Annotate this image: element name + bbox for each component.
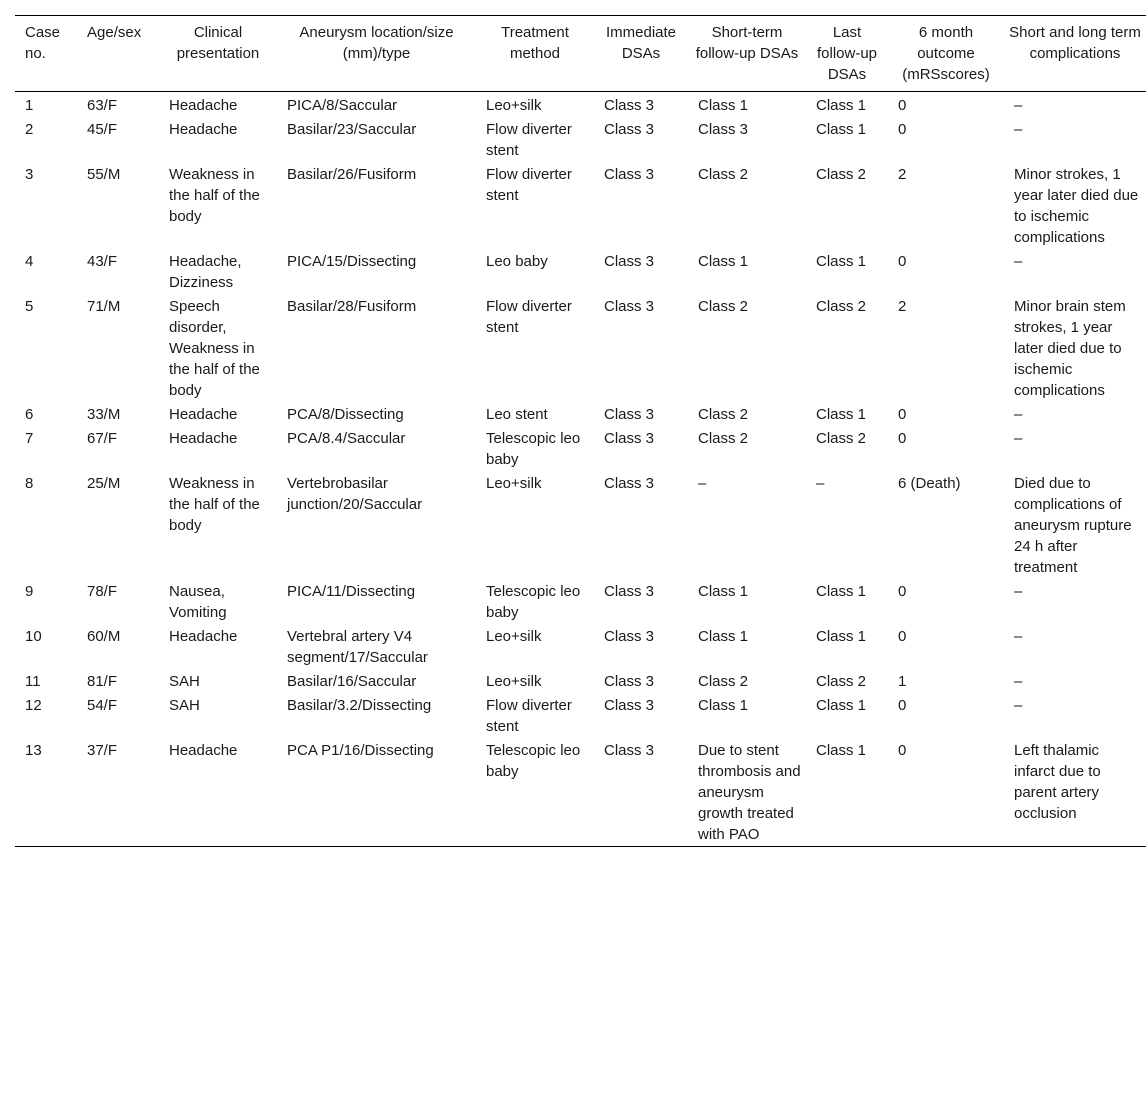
- cell-aneurysm-location: PICA/15/Dissecting: [287, 253, 417, 270]
- cell-6-month-outcome: 0: [898, 121, 907, 138]
- cell-treatment-method: Flow diverter stent: [486, 298, 572, 336]
- cell-short-term-dsas: Class 2: [698, 166, 749, 183]
- cell-immediate-dsas: Class 3: [604, 628, 655, 645]
- table-row: [15, 669, 1146, 693]
- cell-aneurysm-location: Vertebral artery V4 segment/17/Saccular: [287, 628, 428, 666]
- cell-complications: –: [1014, 697, 1023, 714]
- cell-last-followup-dsas: Class 1: [816, 121, 867, 138]
- cell-clinical-presentation: Nausea, Vomiting: [169, 583, 227, 621]
- cell-last-followup-dsas: Class 2: [816, 298, 867, 315]
- cell-6-month-outcome: 0: [898, 430, 907, 447]
- table-row: [15, 162, 1146, 249]
- table-row: [15, 693, 1146, 738]
- cell-complications: Died due to complications of aneurysm rupture 24 h after treatment: [1014, 475, 1132, 576]
- cell-6-month-outcome: 0: [898, 406, 907, 423]
- cell-complications: –: [1014, 430, 1023, 447]
- cell-clinical-presentation: Weakness in the half of the body: [169, 475, 260, 534]
- cell-immediate-dsas: Class 3: [604, 121, 655, 138]
- cell-aneurysm-location: PCA/8.4/Saccular: [287, 430, 406, 447]
- cell-immediate-dsas: Class 3: [604, 253, 655, 270]
- table-header-row: [15, 16, 1146, 92]
- cell-short-term-dsas: Class 1: [698, 583, 749, 600]
- cell-clinical-presentation: Headache, Dizziness: [169, 253, 242, 291]
- cell-case-no: 12: [25, 697, 42, 714]
- cell-6-month-outcome: 0: [898, 97, 907, 114]
- header-aneurysm-location: Aneurysm location/size (mm)/type: [299, 24, 454, 62]
- cell-treatment-method: Flow diverter stent: [486, 166, 572, 204]
- cell-short-term-dsas: Class 1: [698, 628, 749, 645]
- cell-last-followup-dsas: Class 2: [816, 430, 867, 447]
- cell-age-sex: 67/F: [87, 430, 118, 447]
- cell-short-term-dsas: Class 1: [698, 97, 749, 114]
- cell-6-month-outcome: 2: [898, 166, 907, 183]
- header-immediate-dsas: Immediate DSAs: [605, 24, 677, 62]
- cell-clinical-presentation: Headache: [169, 430, 238, 447]
- table-row: [15, 294, 1146, 402]
- cell-short-term-dsas: –: [698, 475, 707, 492]
- cell-last-followup-dsas: Class 1: [816, 742, 867, 759]
- header-clinical-presentation: Clinical presentation: [176, 24, 260, 62]
- cell-treatment-method: Leo baby: [486, 253, 548, 270]
- cell-age-sex: 81/F: [87, 673, 118, 690]
- cell-complications: –: [1014, 673, 1023, 690]
- cell-immediate-dsas: Class 3: [604, 406, 655, 423]
- cell-immediate-dsas: Class 3: [604, 166, 655, 183]
- cell-6-month-outcome: 0: [898, 742, 907, 759]
- cell-short-term-dsas: Class 1: [698, 253, 749, 270]
- cell-aneurysm-location: Basilar/28/Fusiform: [287, 298, 417, 315]
- cell-immediate-dsas: Class 3: [604, 97, 655, 114]
- aneurysm-cases-table: [15, 15, 1146, 847]
- cell-clinical-presentation: SAH: [169, 673, 200, 690]
- cell-age-sex: 43/F: [87, 253, 118, 270]
- cell-last-followup-dsas: Class 1: [816, 697, 867, 714]
- cell-case-no: 3: [25, 166, 34, 183]
- cell-case-no: 6: [25, 406, 34, 423]
- cell-treatment-method: Telescopic leo baby: [486, 583, 581, 621]
- cell-last-followup-dsas: Class 1: [816, 97, 867, 114]
- cell-last-followup-dsas: –: [816, 475, 825, 492]
- cell-immediate-dsas: Class 3: [604, 475, 655, 492]
- cell-short-term-dsas: Class 2: [698, 430, 749, 447]
- cell-case-no: 9: [25, 583, 34, 600]
- cell-complications: Minor brain stem strokes, 1 year later died due to ischemic complications: [1014, 298, 1126, 399]
- cell-last-followup-dsas: Class 1: [816, 253, 867, 270]
- header-short-term-dsas: Short-term follow-up DSAs: [695, 24, 799, 62]
- cell-treatment-method: Leo+silk: [486, 97, 542, 114]
- cell-immediate-dsas: Class 3: [604, 583, 655, 600]
- table-row: [15, 624, 1146, 669]
- cell-treatment-method: Leo+silk: [486, 628, 542, 645]
- cell-treatment-method: Telescopic leo baby: [486, 742, 581, 780]
- cell-clinical-presentation: SAH: [169, 697, 200, 714]
- cell-complications: –: [1014, 406, 1023, 423]
- table-row: [15, 426, 1146, 471]
- table-container: [15, 15, 1146, 847]
- table-row: [15, 738, 1146, 847]
- table-row: [15, 579, 1146, 624]
- cell-last-followup-dsas: Class 2: [816, 673, 867, 690]
- cell-complications: –: [1014, 97, 1023, 114]
- cell-immediate-dsas: Class 3: [604, 697, 655, 714]
- table-row: [15, 402, 1146, 426]
- cell-case-no: 5: [25, 298, 34, 315]
- cell-treatment-method: Leo+silk: [486, 673, 542, 690]
- cell-complications: –: [1014, 583, 1023, 600]
- cell-short-term-dsas: Class 1: [698, 697, 749, 714]
- header-age-sex: Age/sex: [87, 24, 142, 41]
- cell-6-month-outcome: 0: [898, 697, 907, 714]
- table-body: [15, 92, 1146, 847]
- cell-last-followup-dsas: Class 1: [816, 583, 867, 600]
- cell-treatment-method: Flow diverter stent: [486, 697, 572, 735]
- table-row: [15, 92, 1146, 118]
- cell-complications: Left thalamic infarct due to parent artery occlusion: [1014, 742, 1101, 822]
- cell-6-month-outcome: 1: [898, 673, 907, 690]
- cell-short-term-dsas: Class 3: [698, 121, 749, 138]
- cell-immediate-dsas: Class 3: [604, 742, 655, 759]
- cell-clinical-presentation: Weakness in the half of the body: [169, 166, 260, 225]
- cell-case-no: 7: [25, 430, 34, 447]
- table-row: [15, 117, 1146, 162]
- cell-clinical-presentation: Headache: [169, 742, 238, 759]
- cell-case-no: 1: [25, 97, 34, 114]
- cell-aneurysm-location: PCA/8/Dissecting: [287, 406, 404, 423]
- cell-complications: –: [1014, 121, 1023, 138]
- cell-complications: –: [1014, 253, 1023, 270]
- cell-age-sex: 54/F: [87, 697, 118, 714]
- cell-immediate-dsas: Class 3: [604, 673, 655, 690]
- cell-treatment-method: Leo stent: [486, 406, 548, 423]
- cell-short-term-dsas: Due to stent thrombosis and aneurysm growth treated with PAO: [698, 742, 801, 843]
- cell-6-month-outcome: 0: [898, 628, 907, 645]
- cell-aneurysm-location: PICA/8/Saccular: [287, 97, 398, 114]
- cell-clinical-presentation: Headache: [169, 97, 238, 114]
- cell-age-sex: 63/F: [87, 97, 118, 114]
- header-6-month-outcome: 6 month outcome (mRSscores): [902, 24, 990, 83]
- cell-last-followup-dsas: Class 1: [816, 406, 867, 423]
- cell-complications: Minor strokes, 1 year later died due to ischemic complications: [1014, 166, 1139, 246]
- cell-aneurysm-location: Basilar/16/Saccular: [287, 673, 417, 690]
- cell-age-sex: 71/M: [87, 298, 121, 315]
- cell-aneurysm-location: Vertebrobasilar junction/20/Saccular: [287, 475, 423, 513]
- header-last-followup-dsas: Last follow-up DSAs: [816, 24, 878, 83]
- cell-6-month-outcome: 0: [898, 253, 907, 270]
- cell-case-no: 4: [25, 253, 34, 270]
- cell-complications: –: [1014, 628, 1023, 645]
- cell-short-term-dsas: Class 2: [698, 406, 749, 423]
- cell-immediate-dsas: Class 3: [604, 430, 655, 447]
- cell-clinical-presentation: Speech disorder, Weakness in the half of the body: [169, 298, 260, 399]
- cell-aneurysm-location: Basilar/26/Fusiform: [287, 166, 417, 183]
- cell-clinical-presentation: Headache: [169, 628, 238, 645]
- cell-aneurysm-location: Basilar/3.2/Dissecting: [287, 697, 432, 714]
- cell-last-followup-dsas: Class 1: [816, 628, 867, 645]
- table-row: [15, 249, 1146, 294]
- cell-6-month-outcome: 0: [898, 583, 907, 600]
- cell-aneurysm-location: PCA P1/16/Dissecting: [287, 742, 434, 759]
- cell-age-sex: 45/F: [87, 121, 118, 138]
- cell-aneurysm-location: Basilar/23/Saccular: [287, 121, 417, 138]
- header-case-no: Case no.: [25, 24, 61, 62]
- cell-clinical-presentation: Headache: [169, 406, 238, 423]
- cell-case-no: 13: [25, 742, 42, 759]
- cell-age-sex: 37/F: [87, 742, 118, 759]
- cell-treatment-method: Leo+silk: [486, 475, 542, 492]
- cell-clinical-presentation: Headache: [169, 121, 238, 138]
- cell-6-month-outcome: 2: [898, 298, 907, 315]
- table-row: [15, 471, 1146, 579]
- cell-age-sex: 25/M: [87, 475, 121, 492]
- cell-case-no: 11: [25, 673, 41, 690]
- header-complications: Short and long term complications: [1009, 24, 1141, 62]
- cell-6-month-outcome: 6 (Death): [898, 475, 961, 492]
- cell-case-no: 2: [25, 121, 34, 138]
- cell-age-sex: 33/M: [87, 406, 121, 423]
- cell-age-sex: 60/M: [87, 628, 121, 645]
- cell-case-no: 8: [25, 475, 34, 492]
- cell-case-no: 10: [25, 628, 42, 645]
- cell-short-term-dsas: Class 2: [698, 673, 749, 690]
- cell-short-term-dsas: Class 2: [698, 298, 749, 315]
- header-treatment-method: Treatment method: [501, 24, 569, 62]
- cell-treatment-method: Flow diverter stent: [486, 121, 572, 159]
- cell-treatment-method: Telescopic leo baby: [486, 430, 581, 468]
- cell-age-sex: 55/M: [87, 166, 121, 183]
- cell-age-sex: 78/F: [87, 583, 118, 600]
- cell-immediate-dsas: Class 3: [604, 298, 655, 315]
- cell-aneurysm-location: PICA/11/Dissecting: [287, 583, 416, 600]
- cell-last-followup-dsas: Class 2: [816, 166, 867, 183]
